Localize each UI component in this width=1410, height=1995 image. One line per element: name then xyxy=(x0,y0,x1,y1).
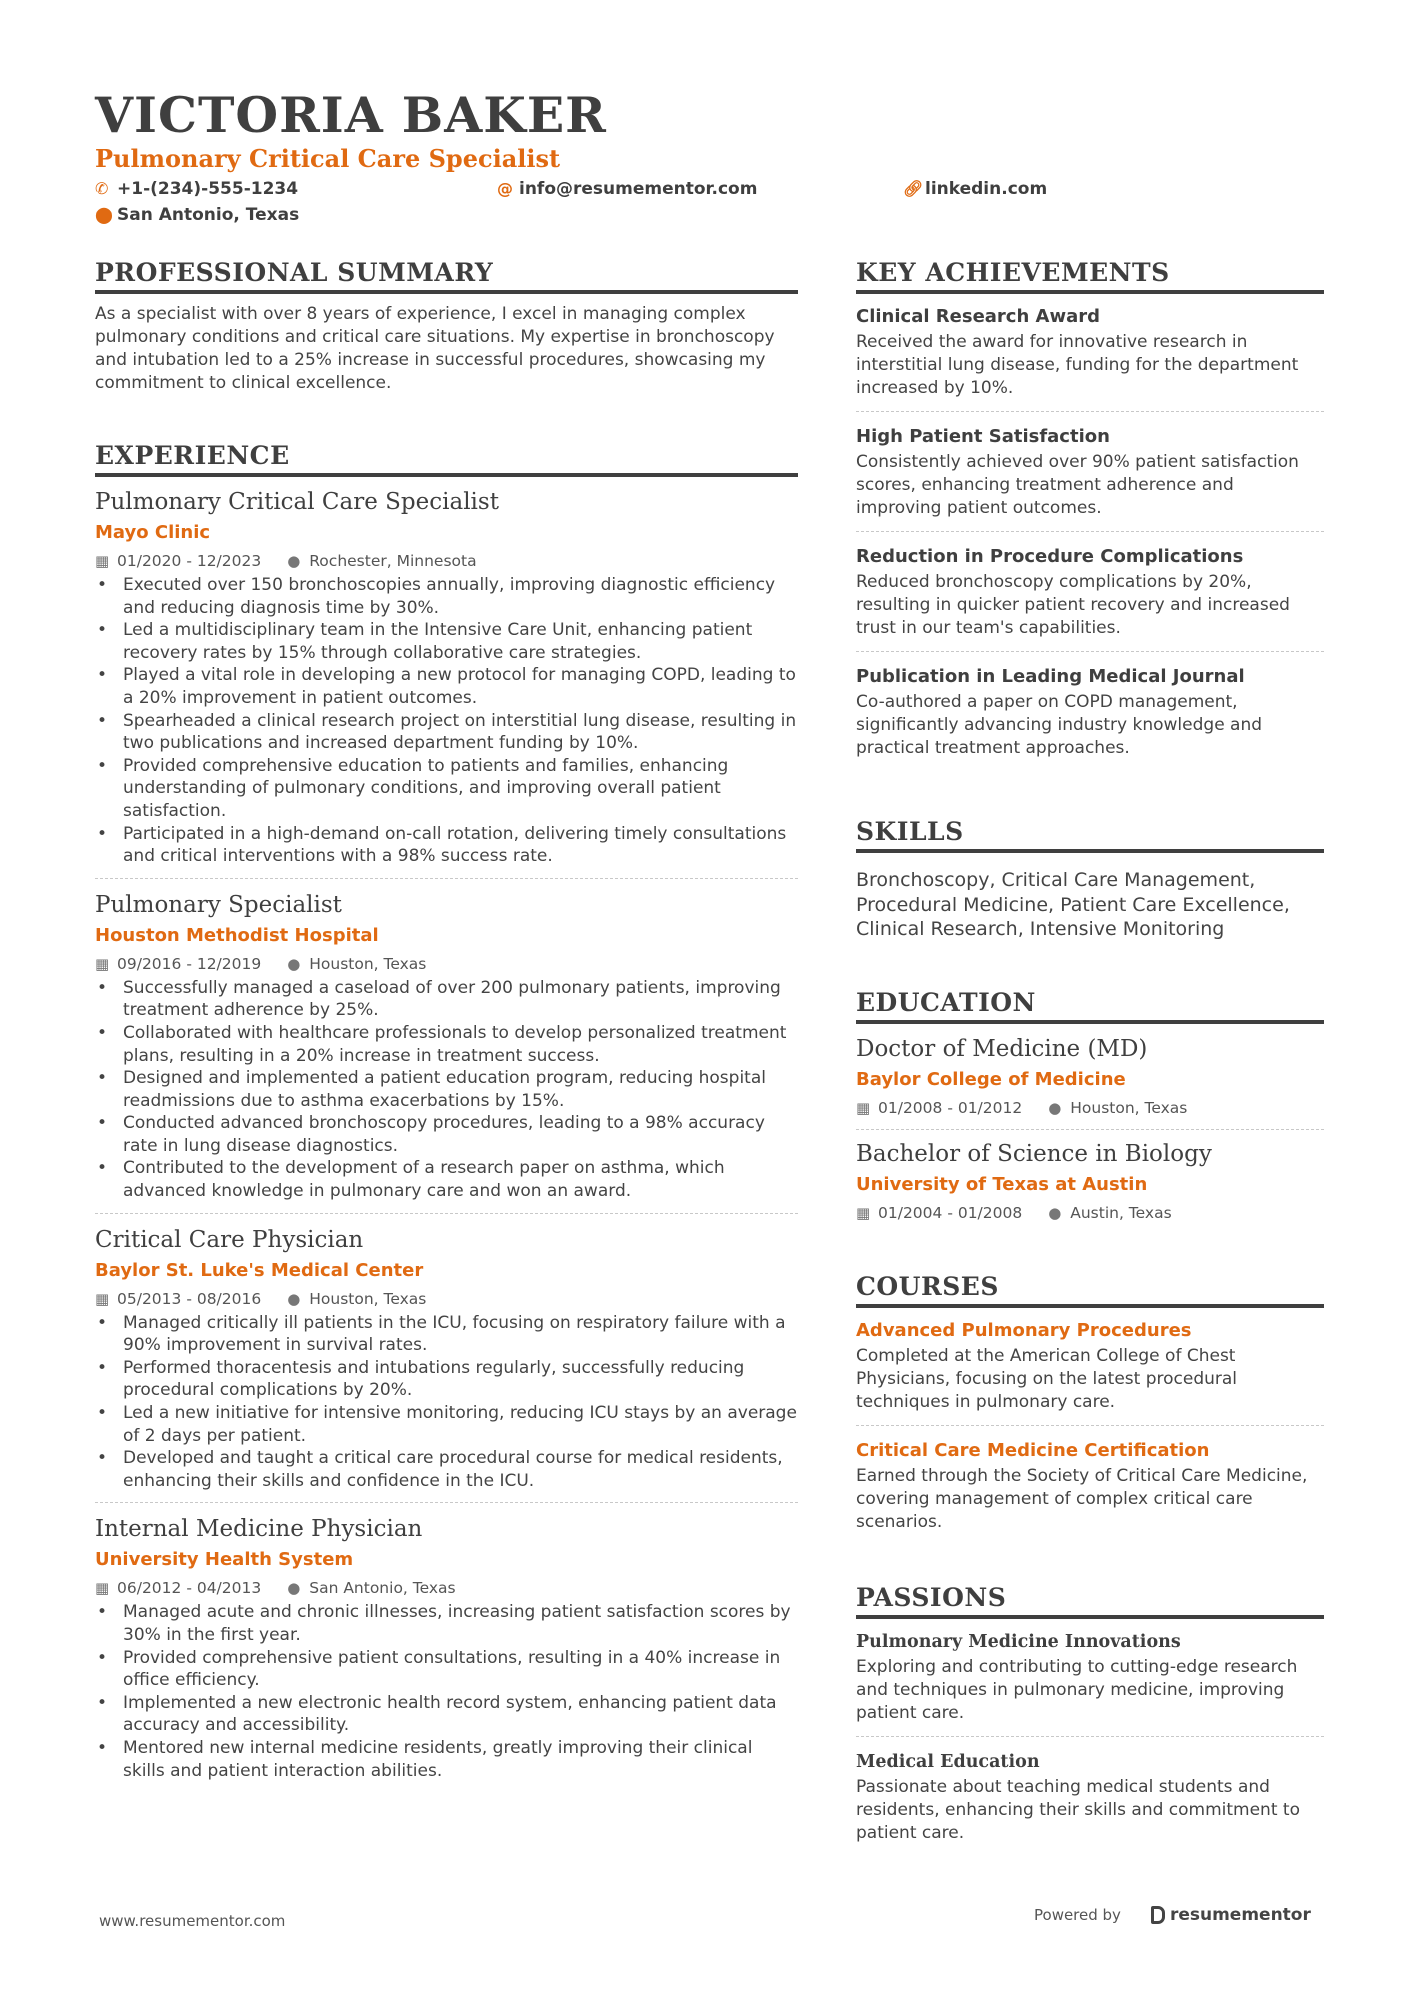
achievements-heading: KEY ACHIEVEMENTS xyxy=(856,256,1324,294)
passions-heading: PASSIONS xyxy=(856,1581,1324,1619)
passion-text: Exploring and contributing to cutting-edge research and techniques in pulmonary medicine, improving patient care. xyxy=(856,1656,1298,1723)
education-list xyxy=(856,1033,1324,1234)
at-icon: @ xyxy=(497,179,513,198)
date-range: 06/2012 - 04/2013 xyxy=(117,1579,262,1598)
school-name: Baylor College of Medicine xyxy=(856,1068,1126,1090)
company-name: Mayo Clinic xyxy=(95,522,211,543)
calendar-icon: ▦ xyxy=(856,1098,871,1117)
phone-text: +1-(234)-555-1234 xyxy=(117,179,299,199)
school-name: University of Texas at Austin xyxy=(856,1173,1148,1195)
achievement-item xyxy=(856,423,1324,532)
company-name: Baylor St. Luke's Medical Center xyxy=(95,1259,424,1281)
map-pin-icon: ● xyxy=(287,1579,301,1598)
achievement-item xyxy=(856,303,1324,412)
courses-list xyxy=(856,1317,1324,1545)
job-entry xyxy=(95,486,798,879)
job-title: Critical Care Physician xyxy=(95,1226,364,1253)
bullet-item: • Implemented a new electronic health record system, enhancing patient data accuracy and accessibility. xyxy=(95,1692,798,1737)
skills-heading: SKILLS xyxy=(856,815,1324,853)
education-heading: EDUCATION xyxy=(856,986,1324,1024)
course-item xyxy=(856,1437,1324,1545)
footer-brand xyxy=(1034,1905,1311,1925)
bullet-item: • Managed acute and chronic illnesses, increasing patient satisfaction scores by 30% in the first year. xyxy=(95,1601,798,1646)
passion-title: Pulmonary Medicine Innovations xyxy=(856,1631,1181,1652)
calendar-icon: ▦ xyxy=(95,552,110,570)
courses-heading: COURSES xyxy=(856,1270,1324,1308)
summary-text: As a specialist with over 8 years of experience, I excel in managing complex pulmonary conditions and critical care situations. My expertise in bronchoscopy and intubation led to a 25% increase in successful procedures, showcasing my commitment to clinical excellence. xyxy=(95,304,775,393)
bullet-item: • Developed and taught a critical care procedural course for medical residents, enhancing their skills and confidence in the ICU. xyxy=(95,1447,798,1492)
location-text: Houston, Texas xyxy=(309,1289,427,1308)
date-location-row xyxy=(95,951,798,977)
achievement-title: Clinical Research Award xyxy=(856,306,1101,327)
education-item xyxy=(856,1138,1324,1234)
passions-section xyxy=(856,1581,1324,1856)
calendar-icon: ▦ xyxy=(856,1203,871,1222)
map-pin-icon: ⬤ xyxy=(95,205,113,224)
bullet-item: • Designed and implemented a patient education program, reducing hospital readmissions due to asthma exacerbations by 15%. xyxy=(95,1067,798,1112)
date-range: 09/2016 - 12/2019 xyxy=(117,954,262,973)
contact-email[interactable] xyxy=(497,176,757,202)
passion-item xyxy=(856,1748,1324,1856)
bullet-item: • Provided comprehensive education to patients and families, enhancing understanding of pulmonary conditions, and improving overall patient satisfaction. xyxy=(95,755,798,823)
contact-phone[interactable] xyxy=(95,176,298,202)
left-column xyxy=(95,256,798,1828)
course-text: Earned through the Society of Critical Care Medicine, covering management of complex critical care scenarios. xyxy=(856,1465,1308,1532)
company-name: Houston Methodist Hospital xyxy=(95,924,379,946)
link-icon: 🔗︎ xyxy=(903,179,924,198)
degree: Doctor of Medicine (MD) xyxy=(856,1035,1148,1062)
job-title: Pulmonary Specialist xyxy=(95,891,342,918)
education-section xyxy=(856,986,1324,1234)
course-title: Critical Care Medicine Certification xyxy=(856,1439,1210,1461)
education-item xyxy=(856,1033,1324,1130)
course-item xyxy=(856,1317,1324,1426)
achievement-title: High Patient Satisfaction xyxy=(856,426,1110,447)
experience-section xyxy=(95,439,798,1792)
bullet-item: • Managed critically ill patients in the ICU, focusing on respiratory failure with a 90% improvement in survival rates. xyxy=(95,1312,798,1357)
brand-logo[interactable] xyxy=(1151,1905,1311,1925)
job-bullets xyxy=(95,977,798,1203)
courses-section xyxy=(856,1270,1324,1545)
bullet-item: • Executed over 150 bronchoscopies annually, improving diagnostic efficiency and reducing diagnosis time by 30%. xyxy=(95,574,798,619)
calendar-icon: ▦ xyxy=(95,954,110,973)
calendar-icon: ▦ xyxy=(95,1579,110,1598)
job-entry xyxy=(95,1513,798,1792)
experience-heading: EXPERIENCE xyxy=(95,439,798,477)
achievement-title: Reduction in Procedure Complications xyxy=(856,546,1244,567)
date-range: 01/2020 - 12/2023 xyxy=(117,552,262,570)
map-pin-icon: ● xyxy=(1048,1098,1062,1117)
bullet-item: • Conducted advanced bronchoscopy procedures, leading to a 98% accuracy rate in lung disease diagnostics. xyxy=(95,1112,798,1157)
contact-location xyxy=(95,202,299,228)
course-text: Completed at the American College of Chest Physicians, focusing on the latest procedural techniques in pulmonary care. xyxy=(856,1345,1238,1412)
experience-list xyxy=(95,486,798,1792)
resume-header xyxy=(95,86,1325,228)
skills-text: Bronchoscopy, Critical Care Management, Procedural Medicine, Patient Care Excellence, Clinical Research, Intensive Monitoring xyxy=(856,869,1290,940)
job-bullets xyxy=(95,574,798,868)
location-text: Austin, Texas xyxy=(1070,1203,1172,1222)
location xyxy=(1048,1095,1187,1121)
date-location-row xyxy=(95,1286,798,1312)
location-text: Houston, Texas xyxy=(309,954,427,973)
date-location-row xyxy=(856,1200,1324,1226)
location-text: Rochester, Minnesota xyxy=(309,552,477,570)
map-pin-icon: ● xyxy=(287,552,301,570)
brand-name: resumementor xyxy=(1169,1905,1311,1925)
location-text: Houston, Texas xyxy=(1070,1098,1188,1117)
bullet-item: • Spearheaded a clinical research project on interstitial lung disease, resulting in two publications and increased department funding by 10%. xyxy=(95,710,798,755)
date-location-row xyxy=(95,1575,798,1601)
achievements-list xyxy=(856,303,1324,771)
job-title: Internal Medicine Physician xyxy=(95,1516,423,1543)
bullet-item: • Successfully managed a caseload of over 200 pulmonary patients, improving treatment adherence by 25%. xyxy=(95,977,798,1022)
map-pin-icon: ● xyxy=(1048,1203,1062,1222)
candidate-name: VICTORIA BAKER xyxy=(95,86,607,144)
summary-section xyxy=(95,256,798,395)
summary-heading: PROFESSIONAL SUMMARY xyxy=(95,256,798,294)
powered-by-text: Powered by xyxy=(1034,1906,1121,1924)
location-text: San Antonio, Texas xyxy=(117,205,300,225)
bullet-item: • Played a vital role in developing a new protocol for managing COPD, leading to a 20% improvement in patient outcomes. xyxy=(95,664,798,709)
date-location-row xyxy=(95,548,798,574)
location xyxy=(1048,1200,1171,1226)
bullet-item: • Contributed to the development of a research paper on asthma, which advanced knowledge in pulmonary care and won an award. xyxy=(95,1157,798,1202)
map-pin-icon: ● xyxy=(287,1289,301,1308)
contact-info xyxy=(95,176,1325,228)
location xyxy=(287,1286,426,1312)
achievement-text: Received the award for innovative research in interstitial lung disease, funding for the department increased by 10%. xyxy=(856,332,1299,398)
achievements-section xyxy=(856,256,1324,771)
linkedin-text: linkedin.com xyxy=(925,179,1048,199)
skills-section xyxy=(856,815,1324,942)
job-entry xyxy=(95,889,798,1214)
date-range: 01/2008 - 01/2012 xyxy=(878,1098,1023,1117)
bullet-item: • Participated in a high-demand on-call rotation, delivering timely consultations and critical interventions with a 98% success rate. xyxy=(95,823,798,868)
passions-list xyxy=(856,1628,1324,1856)
achievement-text: Co-authored a paper on COPD management, significantly advancing industry knowledge and practical treatment approaches. xyxy=(856,692,1263,758)
date-range: 05/2013 - 08/2016 xyxy=(117,1289,262,1308)
job-bullets xyxy=(95,1312,798,1493)
passion-text: Passionate about teaching medical students and residents, enhancing their skills and commitment to patient care. xyxy=(856,1776,1300,1843)
job-title: Pulmonary Critical Care Specialist xyxy=(95,489,499,515)
passion-title: Medical Education xyxy=(856,1751,1040,1772)
achievement-item xyxy=(856,543,1324,652)
bullet-item: • Collaborated with healthcare professionals to develop personalized treatment plans, resulting in a 20% increase in treatment success. xyxy=(95,1022,798,1067)
bullet-item: • Mentored new internal medicine residents, greatly improving their clinical skills and patient interaction abilities. xyxy=(95,1737,798,1782)
bullet-item: • Performed thoracentesis and intubations regularly, successfully reducing procedural complications by 20%. xyxy=(95,1357,798,1402)
location xyxy=(287,951,426,977)
degree: Bachelor of Science in Biology xyxy=(856,1140,1212,1167)
date-location-row xyxy=(856,1095,1324,1121)
brand-mark-icon xyxy=(1151,1906,1165,1924)
job-bullets xyxy=(95,1601,798,1782)
achievement-text: Consistently achieved over 90% patient satisfaction scores, enhancing treatment adherence and improving patient outcomes. xyxy=(856,452,1299,518)
bullet-item: • Led a multidisciplinary team in the Intensive Care Unit, enhancing patient recovery rates by 15% through collaborative care strategies. xyxy=(95,619,798,664)
footer-website[interactable]: www.resumementor.com xyxy=(99,1912,286,1930)
location xyxy=(287,548,476,574)
achievement-title: Publication in Leading Medical Journal xyxy=(856,666,1245,687)
job-entry xyxy=(95,1224,798,1504)
date-range: 01/2004 - 01/2008 xyxy=(878,1203,1023,1222)
bullet-item: • Led a new initiative for intensive monitoring, reducing ICU stays by an average of 2 days per patient. xyxy=(95,1402,798,1447)
location-text: San Antonio, Texas xyxy=(309,1579,456,1598)
course-title: Advanced Pulmonary Procedures xyxy=(856,1319,1192,1341)
right-column xyxy=(856,256,1324,1892)
bullet-item: • Provided comprehensive patient consultations, resulting in a 40% increase in office efficiency. xyxy=(95,1647,798,1692)
location xyxy=(287,1575,455,1601)
phone-icon: ✆ xyxy=(95,179,109,198)
email-text: info@resumementor.com xyxy=(519,179,758,199)
passion-item xyxy=(856,1628,1324,1737)
candidate-title: Pulmonary Critical Care Specialist xyxy=(95,144,561,173)
calendar-icon: ▦ xyxy=(95,1289,110,1308)
map-pin-icon: ● xyxy=(287,954,301,973)
achievement-text: Reduced bronchoscopy complications by 20%, resulting in quicker patient recovery and increased trust in our team's capabilities. xyxy=(856,572,1290,638)
achievement-item xyxy=(856,663,1324,771)
contact-linkedin[interactable] xyxy=(903,176,1047,202)
company-name: University Health System xyxy=(95,1549,354,1571)
